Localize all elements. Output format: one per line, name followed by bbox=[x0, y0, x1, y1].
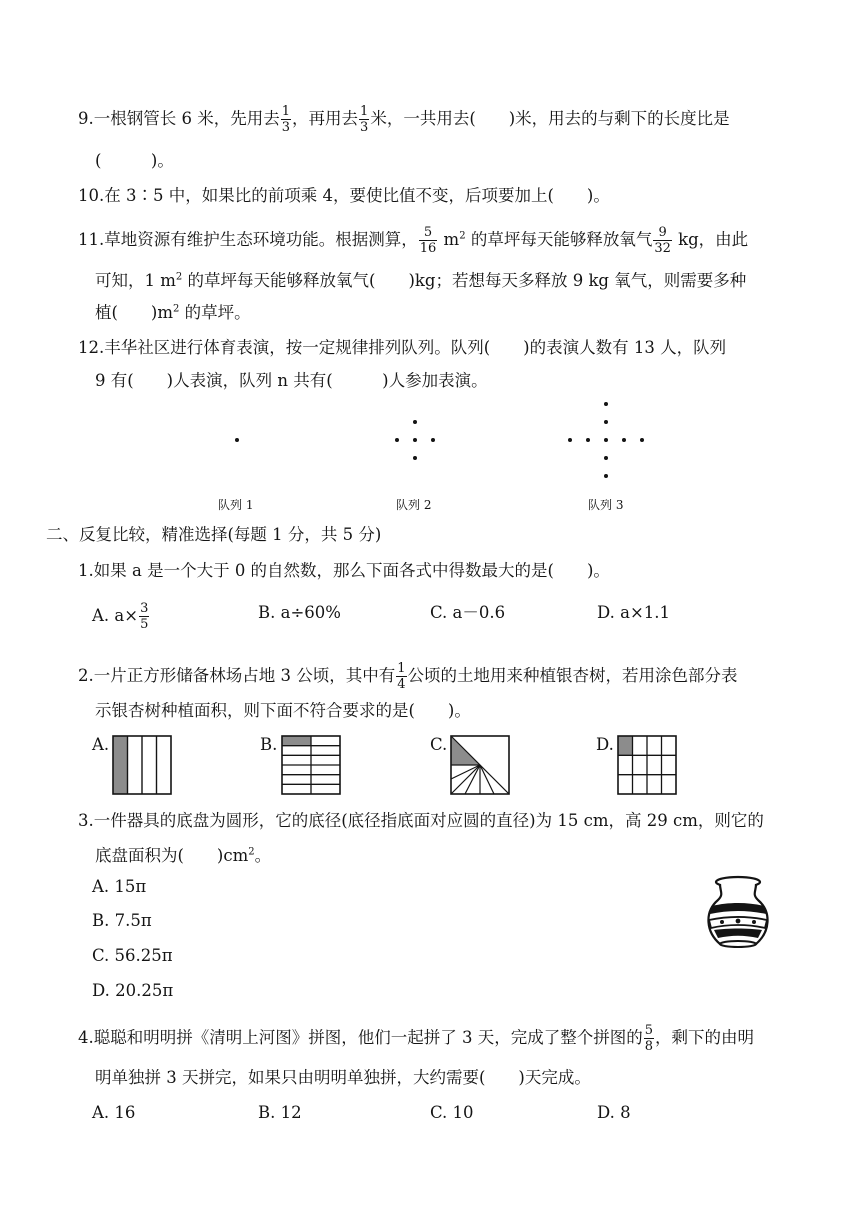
s2q2-figure-c[interactable] bbox=[450, 735, 510, 795]
q9-line1 bbox=[78, 105, 730, 134]
s2q2-option-c-label[interactable]: C. bbox=[430, 735, 448, 754]
formation-caption-2: 队列 2 bbox=[396, 498, 432, 512]
formation-caption-1: 队列 1 bbox=[218, 498, 254, 512]
s2q3-line2: 底盘面积为( )$cm^2$。 bbox=[95, 846, 272, 865]
s2q3-option-b[interactable]: B. 7.5π bbox=[92, 911, 152, 930]
s2q4-line2: 明单独拼 3 天拼完，如果只由明明单独拼，大约需要( )天完成。 bbox=[95, 1068, 591, 1087]
s2q2-figure-a[interactable] bbox=[112, 735, 172, 795]
s2q1-option-b[interactable]: B. a÷60% bbox=[258, 603, 341, 622]
s2q3-line1: 3.一件器具的底盘为圆形，它的底径(底径指底面对应圆的直径)为 15 cm，高 29 cm，则它的 bbox=[78, 811, 764, 830]
q11-line2: 可知，1 $m^2$ 的草坪每天能够释放氧气( )kg；若想每天多释放 9 kg 氧气，则需要多种 bbox=[95, 271, 747, 290]
s2q4-line1: 4.聪聪和明明拼《清明上河图》拼图，他们一起拼了 3 天，完成了整个拼图的 $\frac{5}{8}$ ，剩下的由明 bbox=[78, 1023, 755, 1054]
s2q1-option-a-fraction: $\frac{3}{5}$ bbox=[140, 601, 149, 632]
s2q2-figure-b[interactable] bbox=[281, 735, 341, 795]
s2q2-option-d-label[interactable]: D. bbox=[596, 735, 614, 754]
s2q1-option-a[interactable]: A. a× $\frac{3}{5}$ bbox=[92, 601, 149, 632]
s2q1-option-d[interactable]: D. a×1.1 bbox=[597, 603, 671, 622]
s2q4-option-d[interactable]: D. 8 bbox=[597, 1103, 631, 1122]
s2q3-option-d[interactable]: D. 20.25π bbox=[92, 981, 174, 1000]
s2q4-option-a[interactable]: A. 16 bbox=[92, 1103, 136, 1122]
q9-fraction-2: $\frac{1}{3}$ bbox=[360, 104, 369, 135]
section-2-title: 二、反复比较，精准选择(每题 1 分，共 5 分) bbox=[46, 525, 382, 544]
s2q2-option-a-label[interactable]: A. bbox=[92, 735, 110, 754]
s2q4-fraction: $\frac{5}{8}$ bbox=[644, 1023, 654, 1054]
q11-fraction-2: $\frac{9}{32}$ bbox=[654, 225, 671, 256]
s2q4-option-c[interactable]: C. 10 bbox=[430, 1103, 474, 1122]
s2q3-option-a[interactable]: A. 15π bbox=[92, 877, 147, 896]
s2q3-option-c[interactable]: C. 56.25π bbox=[92, 946, 173, 965]
q9-text-2: ，再用去 bbox=[292, 109, 359, 128]
formation-caption-3: 队列 3 bbox=[588, 498, 624, 512]
q9-number: 9. bbox=[78, 109, 94, 128]
s2q2-line2: 示银杏树种植面积，则下面不符合要求的是( )。 bbox=[95, 701, 471, 720]
q9-line2: ( )。 bbox=[95, 151, 174, 170]
s2q1-option-c[interactable]: C. a－0.6 bbox=[430, 603, 506, 622]
s2q2-line1: 2.一片正方形储备林场占地 3 公顷，其中有 $\frac{1}{4}$ 公顷的土地用来种植银杏树，若用涂色部分表 bbox=[78, 661, 738, 692]
q9-text-1: 一根钢管长 6 米，先用去 bbox=[93, 109, 280, 128]
vase-illustration bbox=[698, 872, 778, 952]
q12-line2: 9 有( )人表演，队列 n 共有( )人参加表演。 bbox=[95, 371, 488, 390]
s2q4-option-b[interactable]: B. 12 bbox=[258, 1103, 302, 1122]
q9-text-3: 米，一共用去( )米，用去的与剩下的长度比是 bbox=[370, 109, 730, 128]
q11-line3: 植( )$m^2$ 的草坪。 bbox=[95, 303, 251, 322]
s2q1-question: 1.如果 a 是一个大于 0 的自然数，那么下面各式中得数最大的是( )。 bbox=[78, 561, 610, 580]
q11-line1: 11.草地资源有维护生态环境功能。根据测算， $\frac{5}{16}$ $m^2$ 的草坪每天能够释放氧气 $\frac{9}{32}$ kg，由此 bbox=[78, 225, 749, 256]
s2q2-option-b-label[interactable]: B. bbox=[260, 735, 278, 754]
q11-fraction-1: $\frac{5}{16}$ bbox=[419, 225, 437, 256]
q10-line: 10.在 3∶5 中，如果比的前项乘 4，要使比值不变，后项要加上( )。 bbox=[78, 186, 610, 205]
q9-fraction-1: $\frac{1}{3}$ bbox=[281, 104, 291, 135]
s2q2-fraction: $\frac{1}{4}$ bbox=[397, 661, 406, 692]
q12-line1: 12.丰华社区进行体育表演，按一定规律排列队列。队列( )的表演人数有 13 人，队列 bbox=[78, 338, 727, 357]
s2q2-figure-d[interactable] bbox=[617, 735, 677, 795]
